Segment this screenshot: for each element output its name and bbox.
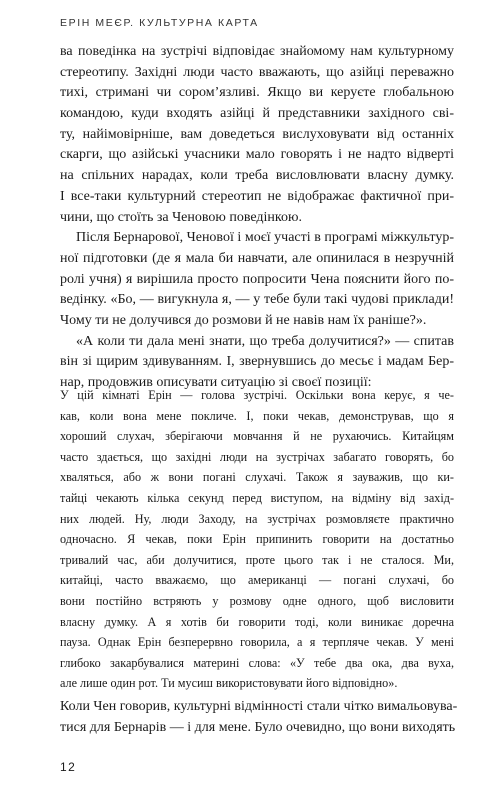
text-line: Коли Чен говорив, культурні відмінності стали чітко вимальовува- [60, 699, 458, 714]
text-line: «А коли ти дала мені знати, що треба долучитися?» — спитав [76, 333, 454, 349]
text-line: тися для Бернарів — і для мене. Було очевидно, що вони виходять [60, 719, 456, 735]
text-line: ва поведінка на зустрічі відповідає знайомому нам культурному [60, 44, 454, 59]
text-line: нар, продовжив описувати ситуацію зі своєї позиції: [60, 375, 372, 390]
main-text-bottom [60, 697, 458, 738]
text-line: на спільних нарадах, коли треба висловлювати власну думку. [60, 168, 454, 184]
quote-line: але лише один рот. Ти мусиш використовувати його відповідно». [60, 676, 398, 691]
text-line: тихі, стримані чи сором’язливі. Якщо ви керуєте глобальною [60, 85, 454, 101]
quote-line: вони постійно встряють у розмову одне одного, щоб висловити [60, 593, 454, 608]
quote-line: власну думку. А я хотів би говорити тоді, коли виникає доречна [60, 614, 454, 629]
quote-line: одночасно. Я чекав, поки Ерін припинить говорити на достатньо [60, 532, 454, 547]
quote-line: часто здається, що західні люди на зустрічах забагато говорять, бо [60, 449, 454, 464]
text-line: чини, що стоїть за Ченовою поведінкою. [60, 209, 302, 225]
main-text-top [60, 42, 454, 394]
text-line: командою, куди входять азійці й представники західного сві- [60, 106, 454, 122]
quote-block [60, 385, 454, 694]
quote-line: У цій кімнаті Ерін — голова зустрічі. Оскільки вона керує, я че- [60, 388, 454, 402]
text-line: ної підготовки (де я мала би навчати, але опинилася в незручній [60, 250, 454, 266]
running-head: ЕРІН МЕЄР. КУЛЬТУРНА КАРТА [60, 17, 259, 29]
page-number: 12 [60, 760, 77, 774]
text-line: скарги, що азійські учасники мало говорять і не надто відверті [60, 147, 454, 163]
quote-line: кав, коли вона мене покличе. І, поки чекав, демонстрував, що я [60, 408, 454, 423]
quote-line: тривалий час, аби долучитися, проте цього так і не сталося. Ми, [60, 552, 454, 567]
quote-line: тайці чекають кілька секунд перед виступом, на відміну від захід- [60, 490, 454, 505]
text-line: Чому ти не долучився до розмови й не навів нам їх раніше?». [60, 312, 427, 328]
text-line: ведінку. «Бо, — вигукнула я, — у тебе були такі чудові приклади! [60, 292, 454, 308]
quote-line: пауза. Однак Ерін безперервно говорила, а я терпляче чекав. У мені [60, 635, 454, 650]
text-line: І все-таки культурний стереотип не відображає фактичної при- [60, 188, 454, 204]
text-line: ту, найімовірніше, вам доведеться вислуховувати від останніх [60, 126, 454, 142]
quote-line: хваляться, або ж вони погані слухачі. Також я зауважив, що ки- [60, 470, 454, 485]
text-line: він зі щирим здивуванням. І, звернувшись до месьє і мадам Бер- [60, 354, 454, 370]
quote-line: хороший слухач, зберігаючи мовчання й не рухаючись. Китайцям [60, 429, 454, 444]
text-line: Після Бернарової, Ченової і моєї участі в програмі міжкультур- [76, 230, 454, 246]
quote-line: китайці, часто вважаємо, що американці — погані слухачі, бо [60, 573, 454, 588]
text-line: ролі учня) я вирішила просто попросити Чена пояснити його по- [60, 271, 454, 287]
quote-line: них людей. Ну, люди Заходу, на зустрічах розмовляєте практично [60, 511, 454, 526]
quote-line: глибоко закарбувалися материні слова: «У тебе два ока, два вуха, [60, 655, 454, 670]
text-line: стереотипу. Західні люди часто вважають, що азійці переважно [60, 64, 454, 80]
